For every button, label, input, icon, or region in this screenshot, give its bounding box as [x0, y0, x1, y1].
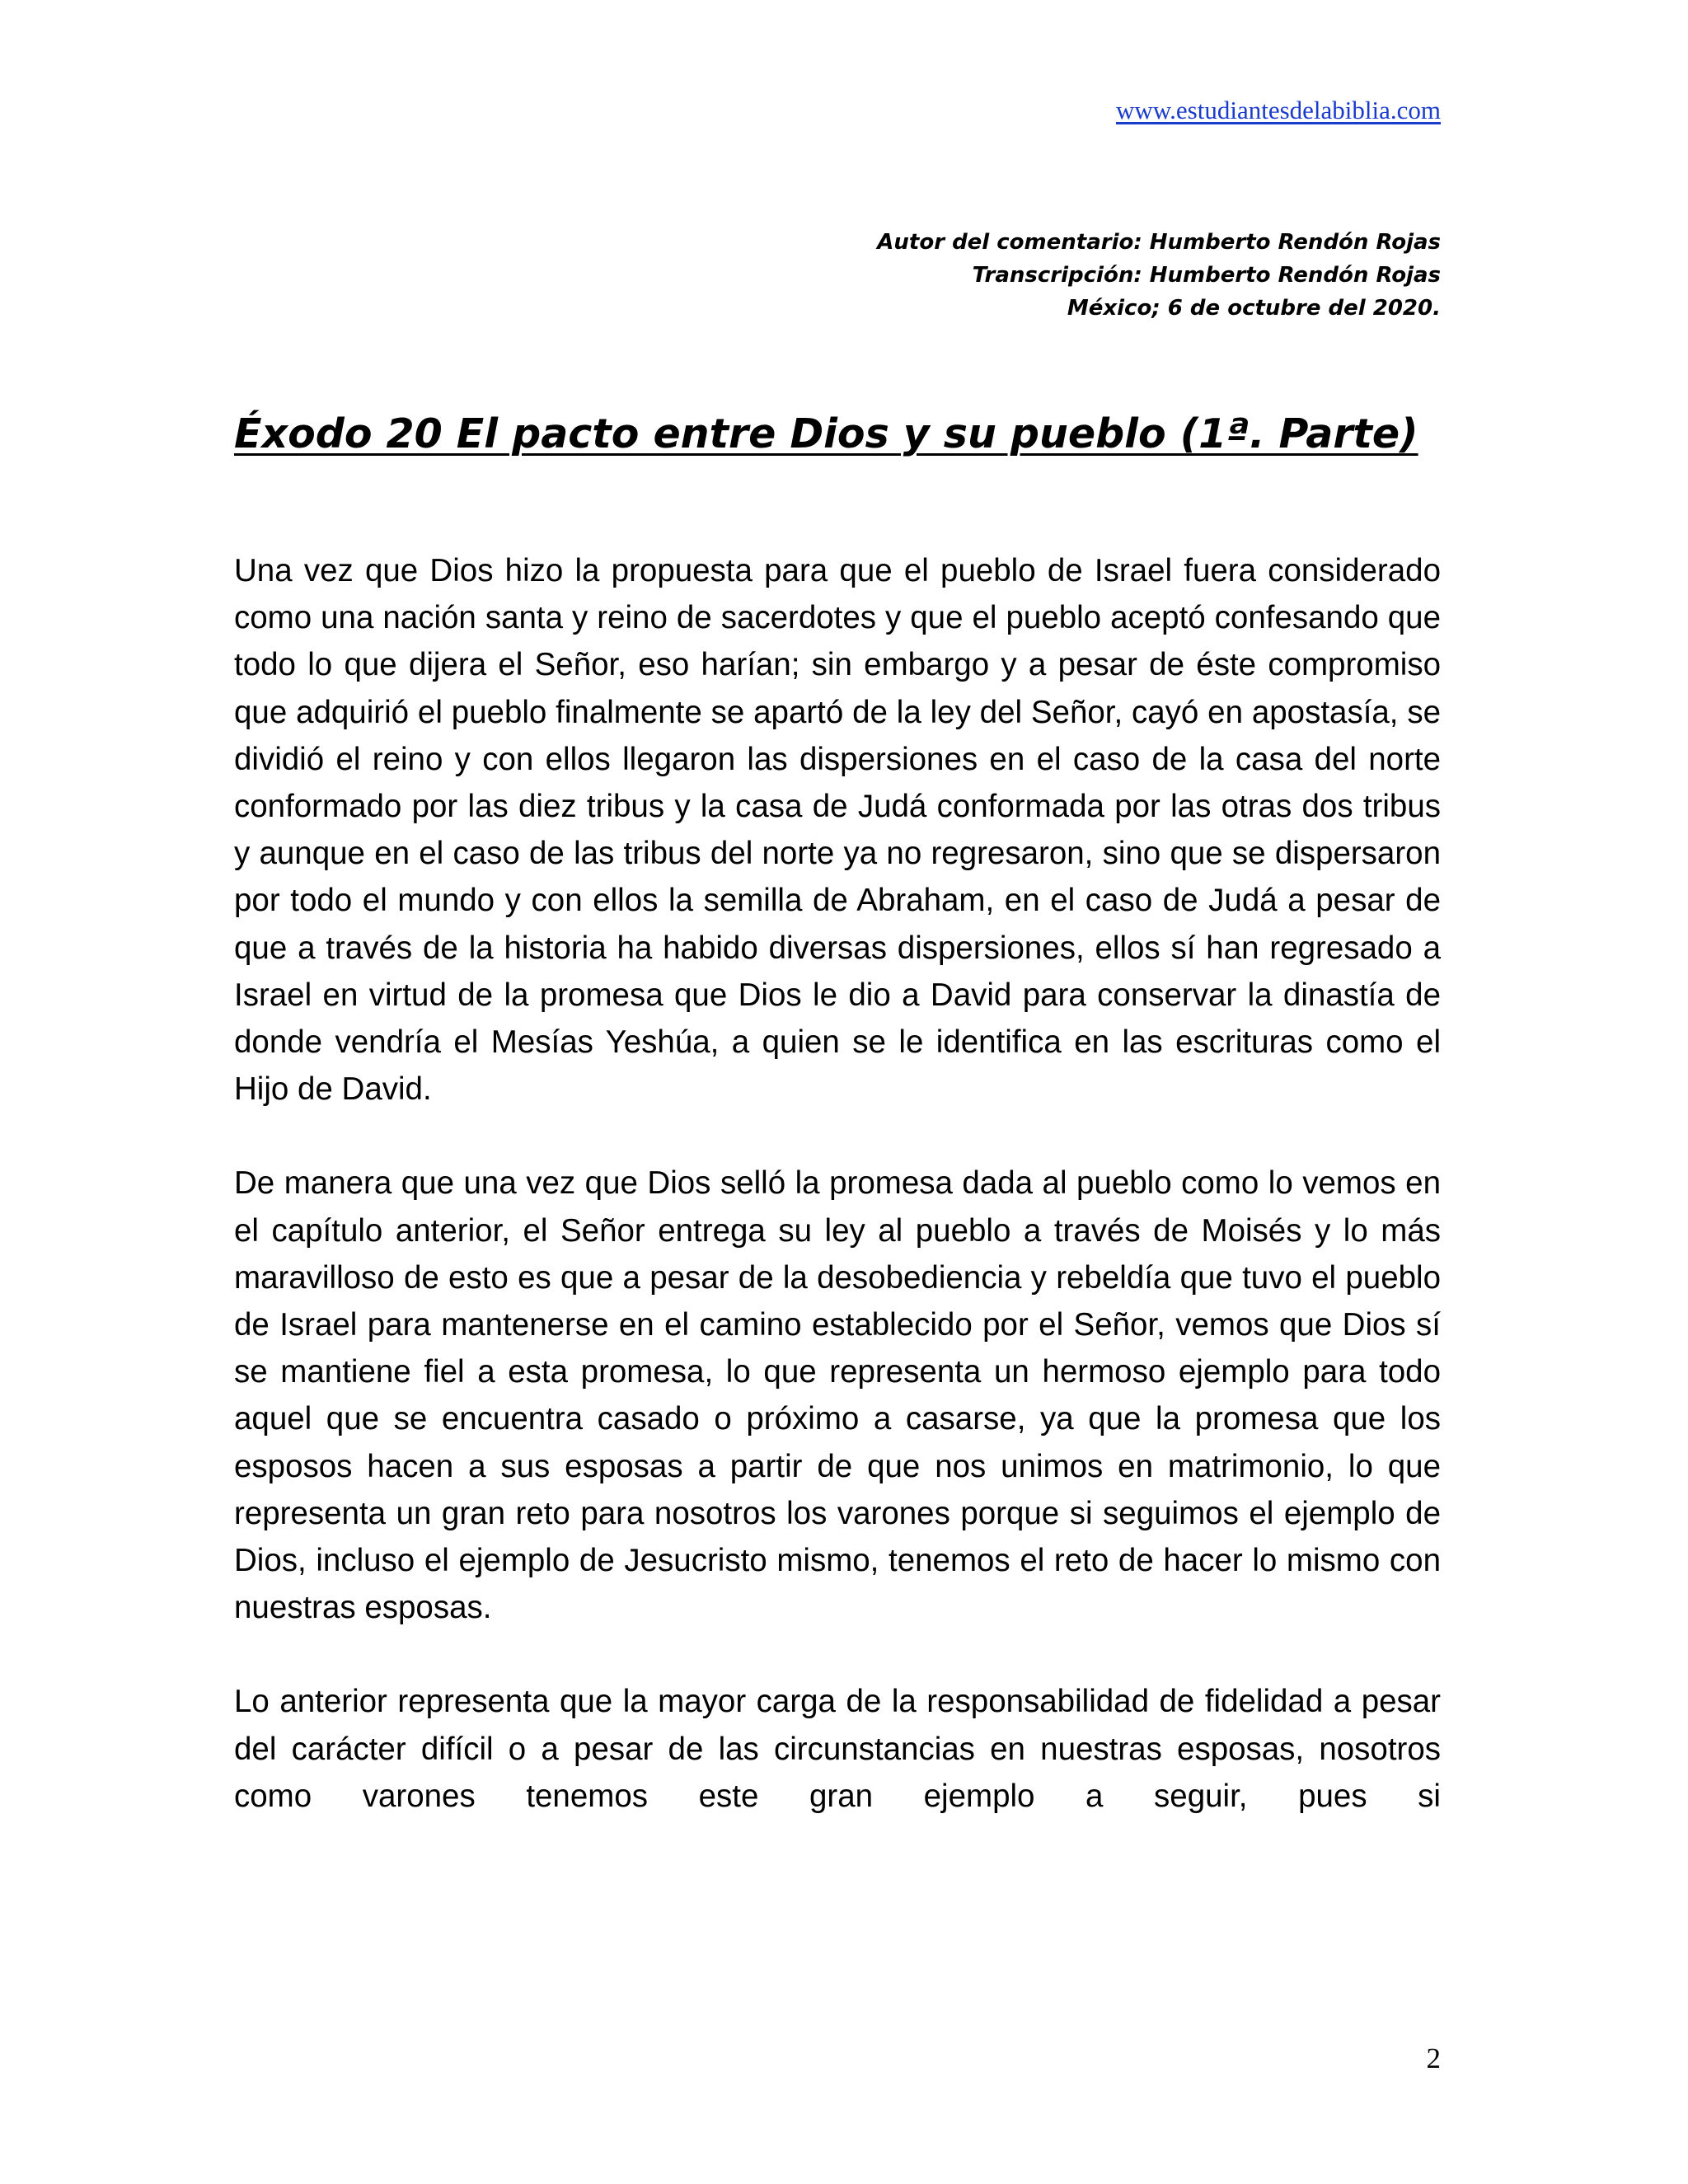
paragraph: De manera que una vez que Dios selló la promesa dada al pueblo como lo vemos en el capítulo anterior, el Señor entrega su ley al pueblo a través de Moisés y lo más maravilloso de esto es que a pesar de la desobediencia y rebeldía que tuvo el pueblo de Israel para mantenerse en el camino establecido por el Señor, vemos que Dios sí se mantiene fiel a esta promesa, lo que representa un hermoso ejemplo para todo aquel que se encuentra casado o próximo a casarse, ya que la promesa que los esposos hacen a sus esposas a partir de que nos unimos en matrimonio, lo que representa un gran reto para nosotros los varones porque si seguimos el ejemplo de Dios, incluso el ejemplo de Jesucristo mismo, tenemos el reto de hacer lo mismo con nuestras esposas. [234, 1165, 1441, 1626]
author-line: Autor del comentario: Humberto Rendón Rojas [877, 230, 1441, 255]
paragraph: Lo anterior representa que la mayor carga de la responsabilidad de fidelidad a pesar del carácter difícil o a pesar de las circunstancias en nuestras esposas, nosotros como varones tenemos este gran ejemplo a seguir, pues si [234, 1684, 1441, 1814]
paragraph: Una vez que Dios hizo la propuesta para que el pueblo de Israel fuera considerado como una nación santa y reino de sacerdotes y que el pueblo aceptó confesando que todo lo que dijera el Señor, eso harían; sin embargo y a pesar de éste compromiso que adquirió el pueblo finalmente se apartó de la ley del Señor, cayó en apostasía, se dividió el reino y con ellos llegaron las dispersiones en el caso de la casa del norte conformado por las diez tribus y la casa de Judá conformada por las otras dos tribus y aunque en el caso de las tribus del norte ya no regresaron, sino que se dispersaron por todo el mundo y con ellos la semilla de Abraham, en el caso de Judá a pesar de que a través de la historia ha habido diversas dispersiones, ellos sí han regresado a Israel en virtud de la promesa que Dios le dio a David para conservar la dinastía de donde vendría el Mesías Yeshúa, a quien se le identifica en las escrituras como el Hijo de David. [234, 553, 1441, 1108]
transcription-line: Transcripción: Humberto Rendón Rojas [972, 263, 1441, 288]
document-body [234, 547, 1441, 1867]
author-meta-block [877, 226, 1441, 325]
website-link[interactable]: www.estudiantesdelabiblia.com [1116, 96, 1441, 124]
document-title: Éxodo 20 El pacto entre Dios y su pueblo (1ª. Parte) [234, 410, 1418, 457]
page-number: 2 [1426, 2042, 1441, 2074]
place-date-line: México; 6 de octubre del 2020. [1067, 296, 1441, 321]
